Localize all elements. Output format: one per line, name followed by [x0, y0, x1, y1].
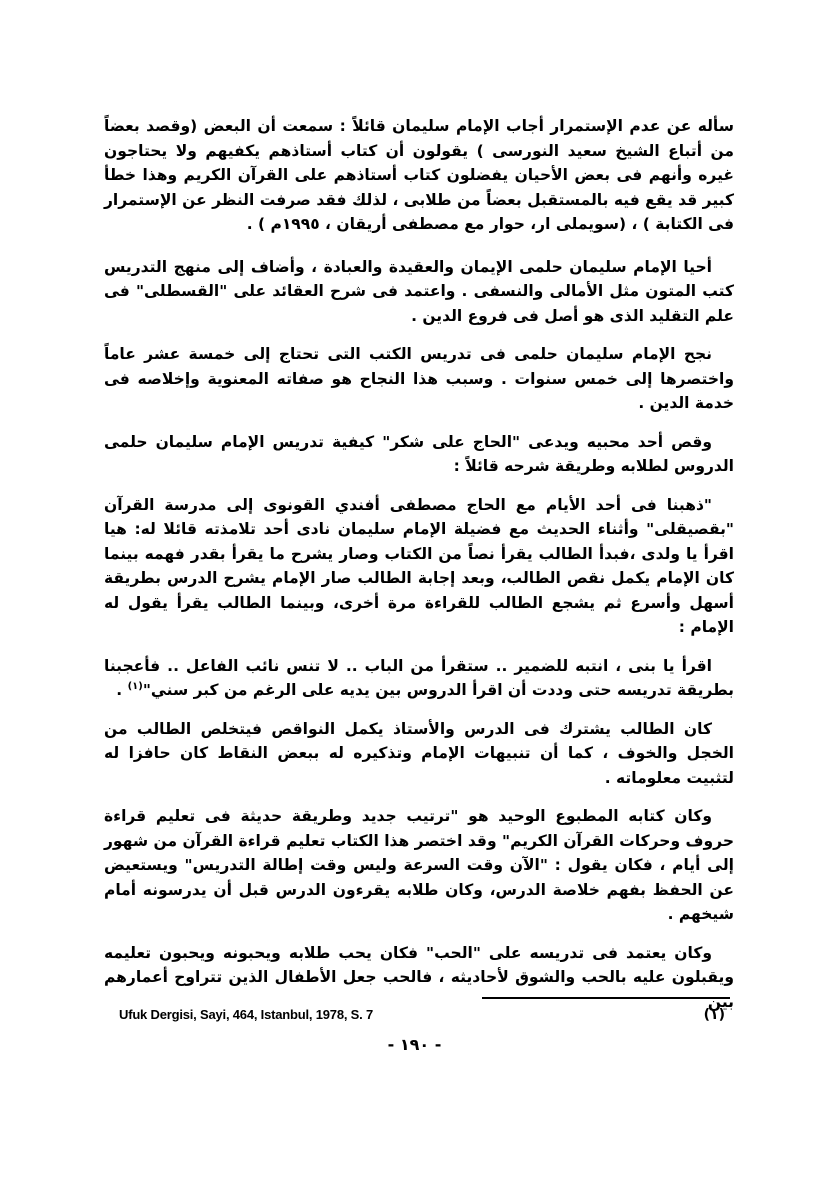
page-number: - ١٩٠ -: [387, 1035, 442, 1054]
paragraph-2: [104, 255, 734, 329]
quote-paragraph-1: [104, 493, 734, 640]
footnote-citation: Ufuk Dergisi, Sayi, 464, Istanbul, 1978, S. 7: [119, 1007, 374, 1022]
footnote-divider: [482, 997, 730, 999]
footnote-number: (١): [703, 1007, 725, 1023]
quote-paragraph-2: [104, 654, 734, 703]
paragraph-5: [104, 717, 734, 791]
paragraph-3: [104, 342, 734, 416]
paragraph-6-text: وكان كتابه المطبوع الوحيد هو "ترتيب جديد وطريقة حديثة فى تعليم قراءة حروف وحركات القرآن الكريم" وقد اختصر هذا الكتاب تعليم قراءة القرآن من شهور إلى أيام ، فكان يقول : "الآن وقت السرعة وليس وقت إطالة التدريس" ويستعيض عن الحفظ بفهم خلاصة الدرس، وكان طلابه يقرءون الدرس قبل أن يدرسونه أمام شيخهم .: [104, 807, 734, 923]
footnote: [119, 1007, 733, 1029]
paragraph-5-text: كان الطالب يشترك فى الدرس والأستاذ يكمل النواقص فيتخلص الطالب من الخجل والخوف ، كما أن تنبيهات الإمام وتذكيره له ببعض النقاط كان حافزا له لتثبيت معلوماته .: [104, 719, 734, 787]
quote-paragraph-2-text: اقرأ يا بنى ، انتبه للضمير .. ستقرأ من الباب .. لا تنس نائب الفاعل .. فأعجبنا بطريقة تدريسه حتى وددت أن اقرأ الدروس بين يديه على الرغم من كبر سني": [104, 656, 734, 699]
paragraph-1: سأله عن عدم الإستمرار أجاب الإمام سليمان قائلاً : سمعت أن البعض (وقصد بعضاً من أتباع الشيخ سعيد النورسى ) يقولون أن كتاب أستاذهم يكفيهم ولا يحتاجون غيره وأنهم فى بعض الأحيان يفضلون كتاب أستاذهم على القرآن الكريم وهذا خطأ كبير قد يقع فيه بالمستقبل بعضاً من طلابى ، لذلك فقد صرفت النظر عن الإستمرار فى الكتابة ) ، (سويملى ار، حوار مع مصطفى أريقان ، ١٩٩٥م ) .: [104, 117, 734, 233]
document-body: [104, 114, 734, 1028]
paragraph-4: [104, 430, 734, 479]
paragraph-7-text: وكان يعتمد فى تدريسه على "الحب" فكان يحب طلابه ويحبونه ويحبون تعليمه ويقبلون عليه بالحب والشوق لأحاديثه ، فالحب جعل الأطفال الذين تتراوح أعمارهم بين: [104, 943, 734, 1011]
paragraph-3-text: نجح الإمام سليمان حلمى فى تدريس الكتب التى تحتاج إلى خمسة عشر عاماً واختصرها إلى خمس سنوات . وسبب هذا النجاح هو صفاته المعنوية وإخلاصه فى خدمة الدين .: [104, 345, 734, 412]
paragraph-7: [104, 941, 734, 1015]
paragraph-6: [104, 804, 734, 927]
footnote-reference[interactable]: (١): [127, 680, 143, 692]
quote-paragraph-1-text: "ذهبنا فى أحد الأيام مع الحاج مصطفى أفندي القونوى إلى مدرسة القرآن "بقصيقلى" وأثناء الحديث مع فضيلة الإمام سليمان نادى أحد تلامذته قائلا له: هيا اقرأ يا ولدى ،فبدأ الطالب يقرأ نصاً من الكتاب وصار يشرح ما يقرأ بقدر فهمه بينما كان الإمام يكمل نقص الطالب، وبعد إجابة الطالب صار الإمام يشرح الدرس بطريقة أسهل وأسرع ثم يشجع الطالب للقراءة مرة أخرى، وبينما الطالب يقرأ يقول له الإمام :: [104, 495, 734, 636]
quote-end: .: [116, 681, 128, 699]
paragraph-4-text: وقص أحد محبيه ويدعى "الحاج على شكر" كيفية تدريس الإمام سليمان حلمى الدروس لطلابه وطريقة شرحه قائلاً :: [104, 432, 734, 475]
paragraph-2-text: أحيا الإمام سليمان حلمى الإيمان والعقيدة والعبادة ، وأضاف إلى منهج التدريس كتب المتون مثل الأمالى والنسفى . واعتمد فى شرح العقائد على "القسطلى" فى علم التقليد الذى هو أصل فى فروع الدين .: [104, 257, 734, 325]
